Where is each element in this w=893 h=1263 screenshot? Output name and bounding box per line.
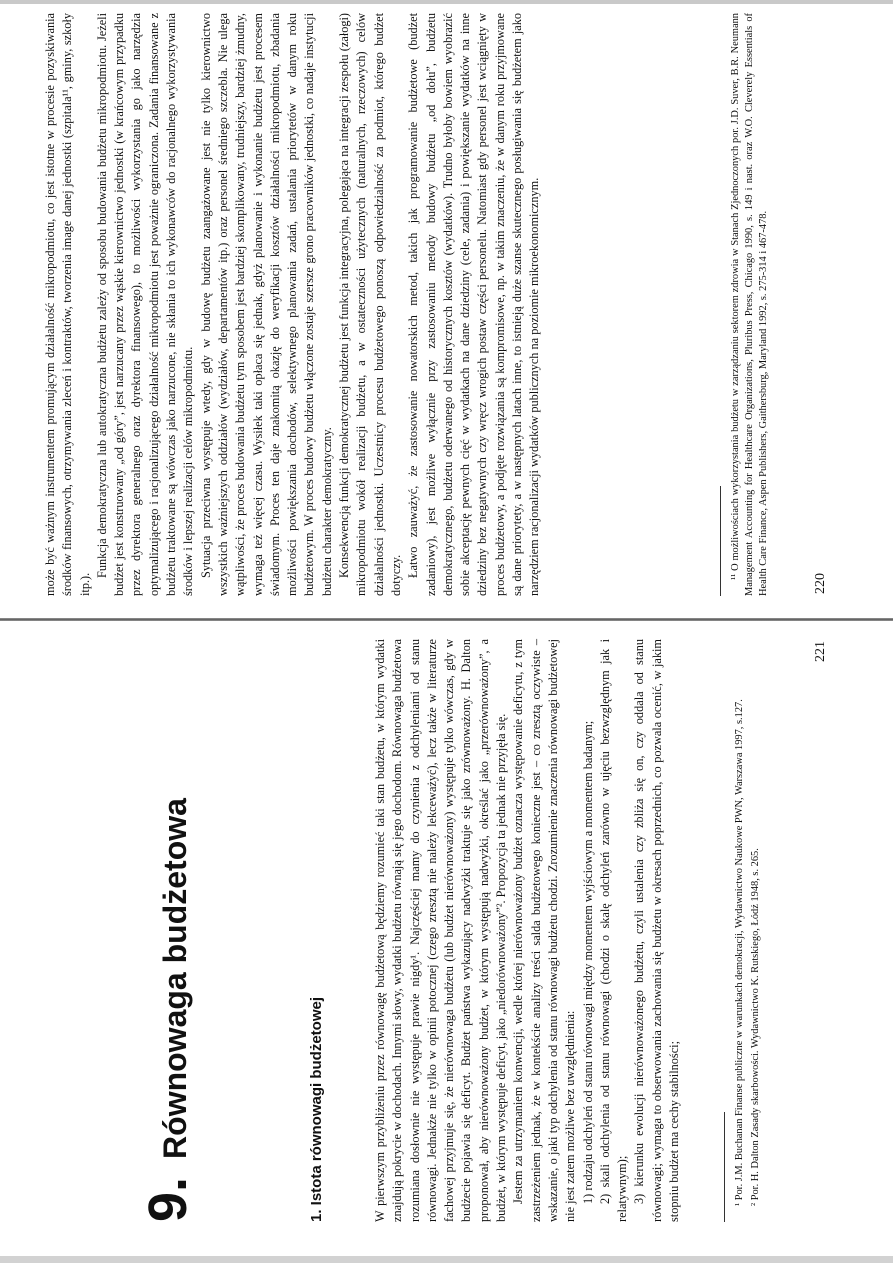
page-220-footnotes — [720, 13, 773, 596]
footnote-rule — [724, 1112, 725, 1222]
footnote: ² Por. H. Dalton Zasady skarbowości. Wydawnictwo K. Rutskiego, Łódź 1948, s. 265. — [750, 848, 761, 1206]
page-221 — [12, 633, 857, 1228]
page-number: 220 — [813, 573, 828, 594]
scan-edge-top — [0, 0, 893, 4]
scan-edge-bottom — [0, 1256, 893, 1263]
paragraph: W pierwszym przybliżeniu przez równowagę budżetową będziemy rozumieć taki stan budżetu, w którym wydatki znajdują pokrycie w dochodach. Innymi słowy, wydatki budżetu równają się jego dochodom. Równowaga budżetowa rozumiana dosłownie nie występuje prawie nigdy¹. Najczęściej mamy do czynienia z odchyleniami od stanu równowagi. Jednakże nie tylko w opinii potocznej (czego zresztą nie należy lekceważyć), lecz także w literaturze fachowej przyjmuje się, że nierównowaga budżetu (lub budżet nierównoważony) występuje tylko wówczas, gdy w budżecie pojawia się deficyt. Budżet państwa wykazujący nadwyżki traktuje się jako zrównoważony. H. Dalton proponował, aby nierównoważony budżet, w którym występują nadwyżki, określać jako „przerównoważony”, a budżet, w którym występuje deficyt, jako „niedorównoważony”². Propozycja ta jednak nie przyjęła się. — [373, 639, 509, 1222]
paragraph: Funkcja demokratyczna lub autokratyczna budżetu zależy od sposobu budowania budżetu mikropodmiotu. Jeżeli budżet jest konstruowany „od góry”, jest narzucany przez wąskie kierownictwo jednostki (w krańcowym przypadku przez dyrektora generalnego oraz dyrektora finansowego), to możliwości wykorzystania go jako narzędzia optymalizującego i racjonalizującego działalność mikropodmiotu jest poważnie ograniczona. Zadania finansowane z budżetu traktowane są wówczas jako narzucone, nie skłania to ich wykonawców do racjonalnego wykorzystywania środków i lepszej realizacji celów mikropodmiotu. — [94, 13, 196, 596]
section-heading: 1. Istota równowagi budżetowej — [308, 996, 325, 1222]
paragraph: Łatwo zauważyć, że zastosowanie nowatorskich metod, takich jak programowanie budżetowe (budżet zadaniowy), jest możliwe wyłącznie przy zastosowaniu metody budowy budżetu „od dołu”, budżetu demokratycznego, budżetu oderwanego od historycznych kosztów (wydatków). Trudno byłoby bowiem wyobrazić sobie akceptację pewnych cięć w wydatkach na dane dziedziny (cele, zadania) i powiększanie wydatków na inne dziedziny bez negatywnych czy wręcz wrogich postaw części personelu. Natomiast gdy personel jest wciągnięty w proces budżetowy, a podjęte rozwiązania są kompromisowe, np. w takim znaczeniu, że w danym roku przyjmowane są dane priorytety, a w następnych latach inne, to istnieją duże szanse skutecznego posługiwania się budżetem jako narzędziem racjonalizacji wydatków publicznych na poziomie mikroekonomicznym. — [406, 13, 542, 596]
chapter-number: 9. — [138, 1176, 198, 1222]
footnote: ¹ Por. J.M. Buchanan Finanse publiczne w warunkach demokracji, Wydawnictwo Naukowe PWN, Warszawa 1997, s.127. — [734, 699, 745, 1206]
chapter-heading — [140, 798, 196, 1222]
list-item: 3) kierunku ewolucji nierównoważonego budżetu, czyli ustalenia czy zbliża się on, czy oddala od stanu równowagi; wymaga to obserwowania zachowania się budżetu w okresach poprzednich, co pozwala ocenić, w jakim stopniu budżet ma cechy stabilności; — [632, 639, 682, 1222]
footnote-rule — [720, 486, 721, 596]
chapter-title: Równowaga budżetowa — [157, 798, 193, 1159]
book-spine-fold — [0, 618, 893, 621]
footnote: ¹¹ O możliwościach wykorzystania budżetu w zarządzaniu sektorem zdrowia w Stanach Zjednoczonych por. J.D. Suver, B.R. Neumann Management Accounting for Healthcare Organizations, Pluribus Press, Chicago 1990, s. 149 i nast. oraz W.O. Cleverely Essentials of Health Care Finance, Aspen Publishers, Gaithersburg, Maryland 1992, s. 275-314 i 467-478. — [730, 13, 769, 596]
paragraph: Konsekwencją funkcji demokratycznej budżetu jest funkcja integracyjna, polegająca na integracji zespołu (załogi) mikropodmiotu wokół realizacji budżetu, a w ostateczności użytecznych (naturalnych, rzeczowych) celów działalności jednostki. Uczestnicy procesu budżetowego ponoszą odpowiedzialność za podmiot, którego budżet dotyczy. — [337, 13, 403, 596]
paragraph: Sytuacja przeciwna występuje wtedy, gdy w budowę budżetu zaangażowane jest nie tylko kierownictwo wszystkich ważniejszych oddziałów (wydziałów, departamentów itp.) oraz personel średniego szczebla. Nie ulega wątpliwości, że proces budowania budżetu tym sposobem jest bardziej skomplikowany, trudniejszy, bardziej żmudny, wymaga też więcej czasu. Wysiłek taki opłaca się jednak, gdyż planowanie i wykonanie budżetu jest procesem świadomym. Proces ten daje znakomitą okazję do weryfikacji kosztów działalności mikropodmiotu, zbadania możliwości powiększania dochodów, selektywnego planowania zadań, ustalania priorytetów w danym roku budżetowym. W proces budowy budżetu włączone zostaje szersze grono pracowników jednostki, co nadaje instytucji budżetu charakter demokratyczny. — [198, 13, 334, 596]
page-221-footnotes — [724, 639, 765, 1222]
page-220 — [12, 7, 857, 602]
list-item: 1) rodzaju odchyleń od stanu równowagi między momentem wyjściowym a momentem badanym; — [580, 720, 595, 1204]
paragraph: może być ważnym instrumentem promującym działalność mikropodmiotu, co jest istotne w procesie pozyskiwania środków finansowych, otrzymywania zleceń i kontraktów, tworzenia image danej jednostki (szpitala¹¹, gminy, szkoły itp.). — [43, 13, 92, 596]
page-220-body — [42, 13, 544, 596]
page-number: 221 — [813, 641, 828, 662]
list-item: 2) skali odchylenia od stanu równowagi (chodzi o skalę odchyleń zarówno w ujęciu bezwzględnym jak i relatywnym); — [597, 639, 630, 1222]
page-221-body — [372, 639, 683, 1222]
paragraph: Jestem za utrzymaniem konwencji, wedle której nierównoważony budżet oznacza występowanie deficytu, z tym zastrzeżeniem jednak, że w kontekście analizy treści salda budżetowego konieczne jest – co zresztą oczywiste – wskazanie, o jaki typ odchylenia od stanu równowagi budżetu chodzi. Zrozumienie znaczenia równowagi budżetowej nie jest zatem możliwe bez uwzględnienia: — [511, 639, 578, 1222]
